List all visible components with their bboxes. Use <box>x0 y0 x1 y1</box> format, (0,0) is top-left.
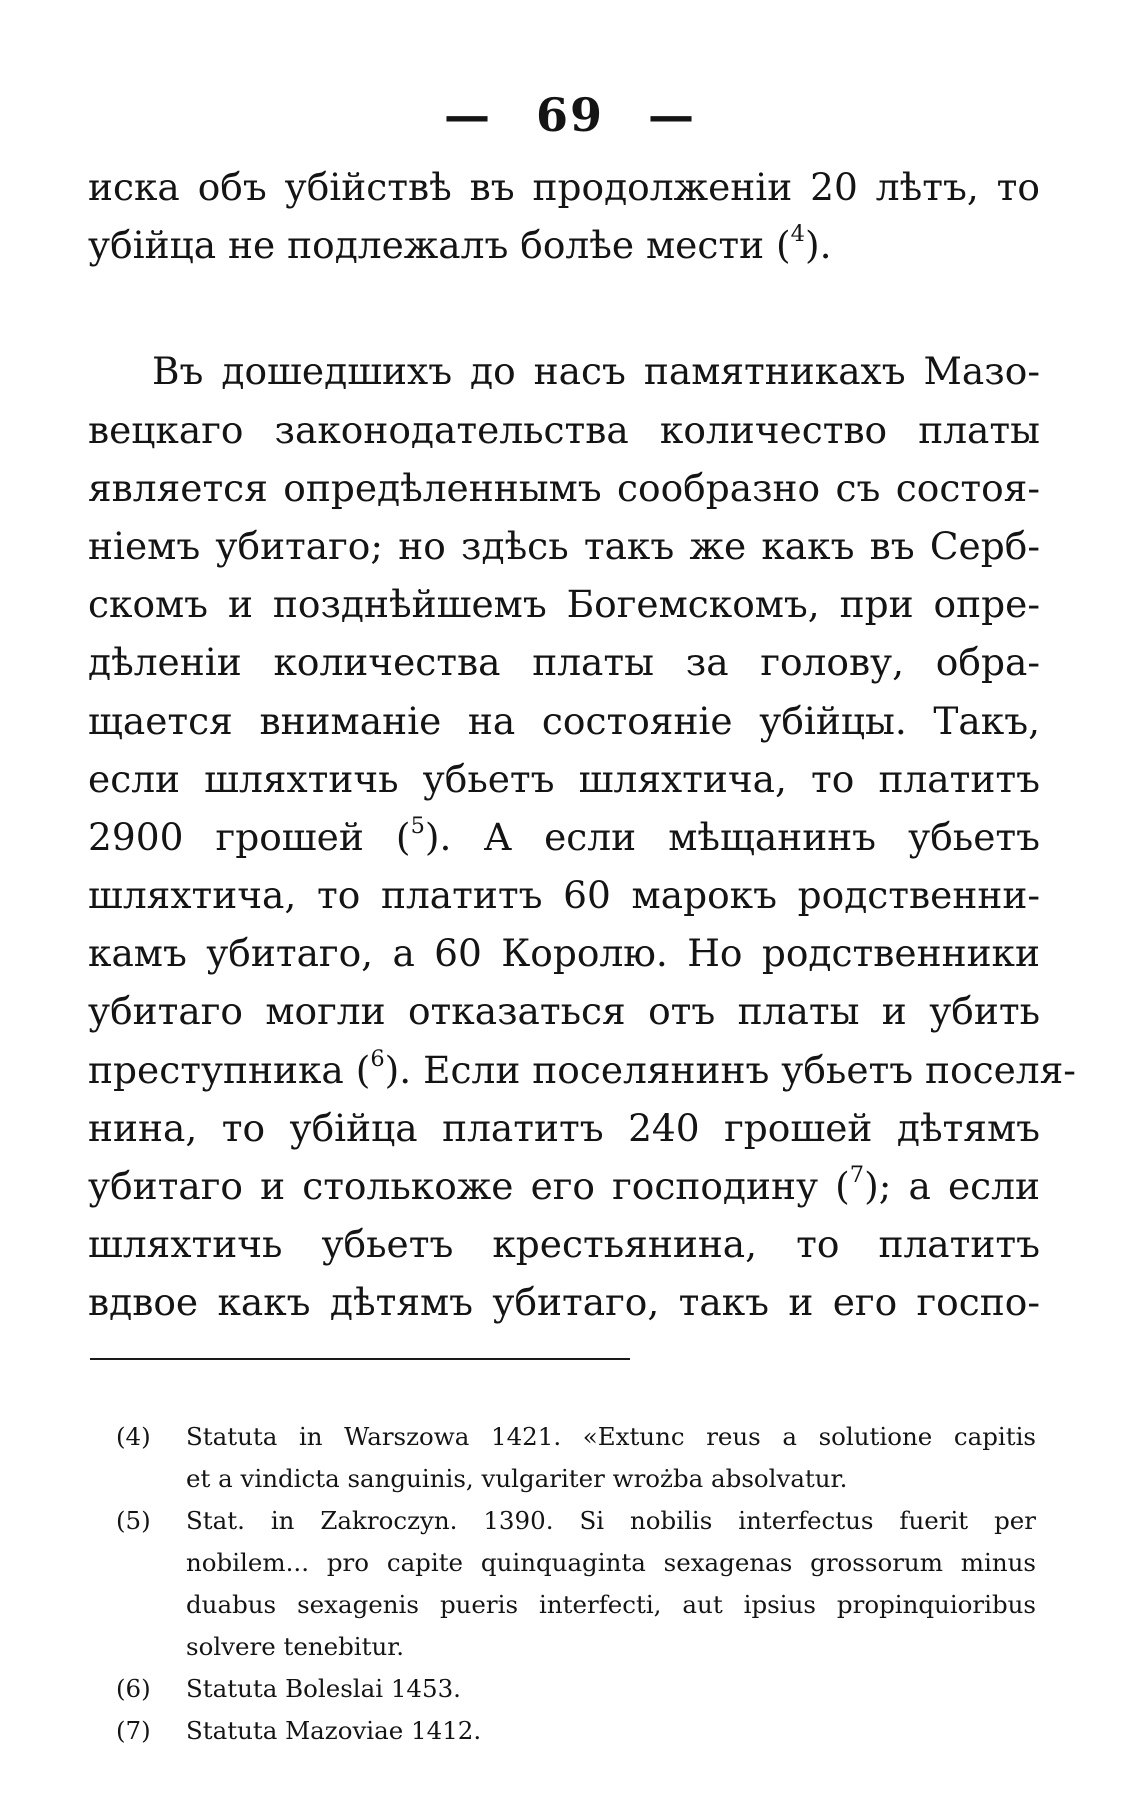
paragraph <box>88 342 1076 1331</box>
line-text: ). А если мѣщанинъ убьетъ <box>424 814 1041 859</box>
text-line <box>88 401 1040 459</box>
text-line <box>88 1157 1040 1215</box>
line-text: дѣленіи количества платы за голову, обра- <box>88 640 1040 685</box>
line-text: ); а если <box>864 1164 1040 1208</box>
text-line <box>88 633 1040 691</box>
footnote-mark: (6) <box>116 1674 151 1703</box>
paragraph-gap <box>88 274 1040 342</box>
footnote-reference: 4 <box>790 221 805 248</box>
line-text: Въ дошедшихъ до насъ памятникахъ Мазо- <box>152 349 1040 394</box>
line-text: если шляхтичь убьетъ шляхтича, то платитъ <box>88 756 1040 801</box>
line-text: шляхтичь убьетъ крестьянина, то платитъ <box>88 1222 1040 1267</box>
line-text: ). <box>804 223 832 268</box>
page-number: — 69 — <box>443 88 697 142</box>
footnote-line: Stat. in Zakroczyn. 1390. Si nobilis interfectus fuerit per <box>186 1506 1036 1535</box>
line-text: является опредѣленнымъ сообразно съ состоя- <box>88 465 1040 510</box>
footnote-mark: (5) <box>116 1506 151 1535</box>
footnote <box>116 1416 1036 1500</box>
text-line <box>88 750 1040 808</box>
text-line <box>88 459 1040 517</box>
line-text: вецкаго законодательства количество платы <box>88 407 1040 452</box>
footnote-line: solvere tenebitur. <box>186 1632 405 1661</box>
paragraph <box>88 158 1040 274</box>
text-line <box>88 982 1040 1040</box>
footnote <box>116 1500 1036 1668</box>
line-text: скомъ и позднѣйшемъ Богемскомъ, при опре- <box>88 582 1040 627</box>
footnote-line: Statuta Mazoviae 1412. <box>186 1716 482 1745</box>
footnote-mark: (4) <box>116 1422 151 1451</box>
line-text: иска объ убійствѣ въ продолженіи 20 лѣтъ, то <box>88 165 1040 209</box>
text-line <box>88 158 1040 216</box>
footnote-reference: 7 <box>849 1162 865 1189</box>
footnote-line: Statuta Boleslai 1453. <box>186 1674 461 1703</box>
line-text: ). Если поселянинъ убьетъ поселя- <box>384 1047 1076 1092</box>
footnote-line: duabus sexagenis pueris interfecti, aut ipsius propinquioribus <box>186 1590 1036 1619</box>
text-line <box>88 1041 1076 1099</box>
text-line <box>88 216 1040 274</box>
text-line <box>88 808 1040 866</box>
text-line <box>88 342 1040 400</box>
text-line <box>88 575 1040 633</box>
footnote-line: Statuta in Warszowa 1421. «Extunc reus a solutione capitis <box>186 1422 1036 1451</box>
footnote-line: et a vindicta sanguinis, vulgariter wrożba absolvatur. <box>186 1464 848 1493</box>
text-line <box>88 517 1040 575</box>
footnote-reference: 5 <box>410 813 425 839</box>
text-line <box>88 1099 1040 1157</box>
line-text: нина, то убійца платитъ 240 грошей дѣтямъ <box>88 1105 1040 1150</box>
footnote-separator <box>90 1358 630 1360</box>
footnote-line: nobilem... pro capite quinquaginta sexagenas grossorum minus <box>186 1548 1036 1577</box>
footnotes <box>116 1416 1036 1752</box>
line-text: убитаго и столькоже его господину ( <box>88 1164 850 1208</box>
main-text <box>88 158 1076 1332</box>
footnote-reference: 6 <box>370 1045 385 1072</box>
line-text: преступника ( <box>88 1047 371 1092</box>
footnote-mark: (7) <box>116 1716 151 1745</box>
line-text: шляхтича, то платитъ 60 марокъ родственни- <box>88 873 1040 918</box>
line-text: 2900 грошей ( <box>88 814 411 859</box>
text-line <box>88 1215 1040 1273</box>
line-text: убійца не подлежалъ болѣе мести ( <box>88 223 791 268</box>
text-line <box>88 924 1040 982</box>
line-text: щается вниманіе на состояніе убійцы. Такъ, <box>88 698 1040 743</box>
footnote <box>116 1668 1036 1710</box>
text-line <box>88 866 1040 924</box>
text-line <box>88 692 1040 750</box>
line-text: вдвое какъ дѣтямъ убитаго, такъ и его госпо- <box>88 1280 1040 1325</box>
footnote <box>116 1710 1036 1752</box>
line-text: ніемъ убитаго; но здѣсь такъ же какъ въ Серб- <box>88 523 1040 568</box>
line-text: убитаго могли отказаться отъ платы и убить <box>88 989 1040 1034</box>
text-line <box>88 1273 1040 1331</box>
line-text: камъ убитаго, а 60 Королю. Но родственники <box>88 931 1040 976</box>
